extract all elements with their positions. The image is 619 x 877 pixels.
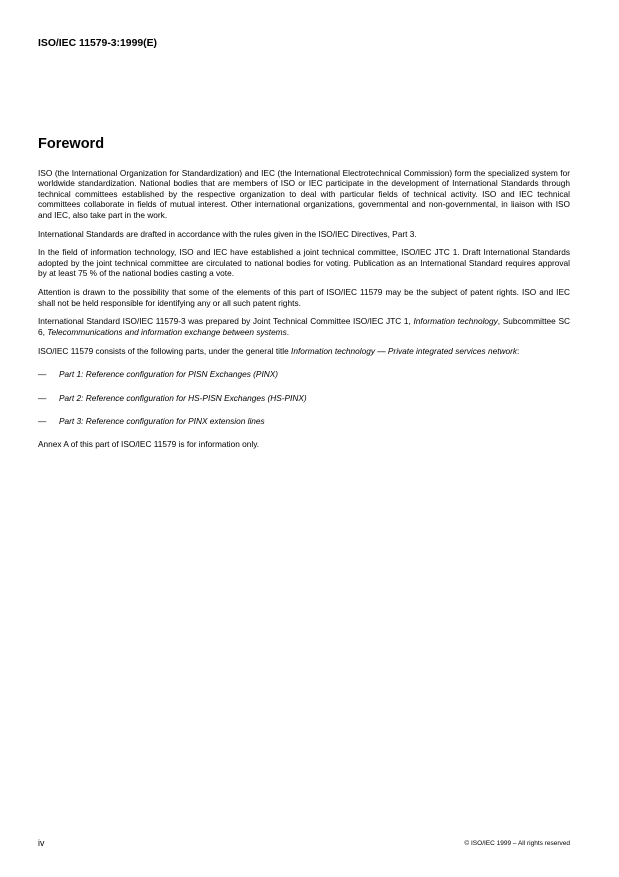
subcommittee-title: Telecommunications and information exchange between systems	[47, 326, 287, 337]
foreword-body	[38, 168, 570, 458]
paragraph-directives: International Standards are drafted in accordance with the rules given in the ISO/IEC Directives, Part 3.	[38, 228, 417, 239]
copyright-notice: © ISO/IEC 1999 – All rights reserved	[464, 840, 570, 847]
page-number: iv	[38, 838, 45, 848]
part-title: Part 2: Reference configuration for HS-PISN Exchanges (HS-PINX)	[59, 392, 307, 403]
list-item	[38, 369, 570, 379]
parts-intro-text: ISO/IEC 11579 consists of the following parts, under the general title	[38, 345, 292, 356]
paragraph-parts-intro	[38, 346, 570, 356]
page-title: Foreword	[38, 136, 105, 152]
document-id-header: ISO/IEC 11579-3:1999(E)	[38, 38, 157, 49]
paragraph-annex-note: Annex A of this part of ISO/IEC 11579 is for information only.	[38, 439, 260, 450]
list-item	[38, 416, 570, 426]
committee-title: Information technology	[413, 316, 498, 327]
part-title: Part 3: Reference configuration for PINX extension lines	[59, 416, 265, 426]
dash-bullet: —	[38, 392, 47, 403]
period: .	[286, 326, 290, 337]
general-title: Information technology — Private integrated services network	[291, 345, 518, 356]
colon: :	[517, 345, 520, 356]
subcommittee-text: , Subcommittee SC 6,	[38, 316, 570, 337]
part-title: Part 1: Reference configuration for PISN Exchanges (PINX)	[59, 369, 279, 380]
paragraph-patent-rights: Attention is drawn to the possibility that some of the elements of this part of ISO/IEC 11579 may be the subject of patent rights. ISO and IEC shall not be held responsible for identifying any or all such patent rights.	[38, 287, 570, 308]
paragraph-jtc1: In the field of information technology, ISO and IEC have established a joint technical committee, ISO/IEC JTC 1. Draft International Standards adopted by the joint technical committee are circulated to national bodies for voting. Publication as an International Standard requires approval by at least 75 % of the national bodies casting a vote.	[38, 247, 570, 279]
prepared-by-text: International Standard ISO/IEC 11579-3 was prepared by Joint Technical Committee ISO/IEC JTC 1,	[38, 316, 414, 327]
list-item	[38, 393, 570, 403]
paragraph-prepared-by	[38, 316, 570, 337]
paragraph-organizations: ISO (the International Organization for Standardization) and IEC (the International Electrotechnical Commission) form the specialized system for worldwide standardization. National bodies that are members of ISO or IEC participate in the development of International Standards through technical committees established by the respective organization to deal with particular fields of technical activity. ISO and IEC technical committees collaborate in fields of mutual interest. Other international organizations, governmental and non-governmental, in liaison with ISO and IEC, also take part in the work.	[38, 168, 570, 220]
dash-bullet: —	[38, 369, 47, 380]
dash-bullet: —	[38, 416, 47, 426]
